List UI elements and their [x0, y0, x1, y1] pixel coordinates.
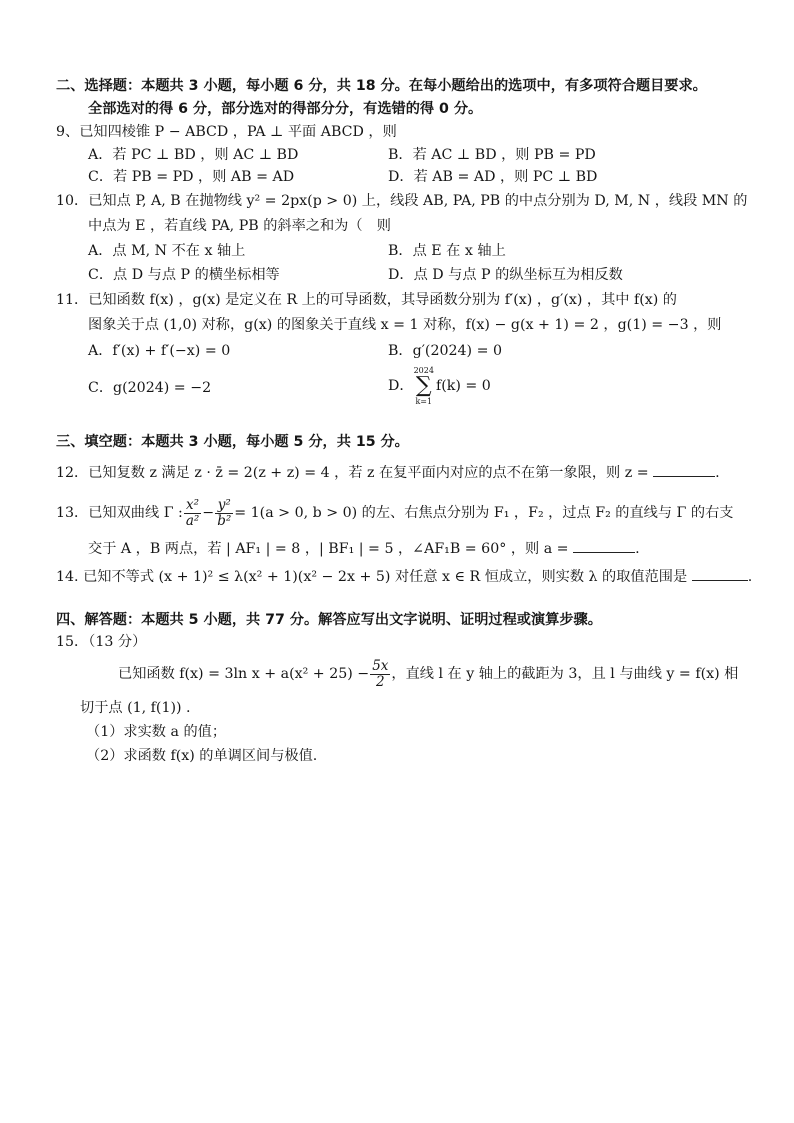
q11-option-d-label: D． — [388, 378, 414, 394]
q11-stem-line2: 图象关于点 (1,0) 对称，g(x) 的图象关于直线 x = 1 对称，f(x) − g(x + 1) = 2 ，g(1) = −3 ，则 — [88, 317, 722, 333]
q10-option-a: A．点 M, N 不在 x 轴上 — [88, 243, 246, 259]
q10-option-c: C．点 D 与点 P 的横坐标相等 — [88, 267, 280, 283]
q11-stem-line1: 11．已知函数 f(x) ，g(x) 是定义在 R 上的可导函数，其导函数分别为 f′(x) ，g′(x) ，其中 f(x) 的 — [56, 292, 677, 308]
summation-symbol — [414, 366, 434, 406]
q13-minus: − — [202, 505, 215, 521]
section-2-heading-line2: 全部选对的得 6 分，部分选对的得部分分，有选错的得 0 分。 — [88, 101, 483, 117]
q12-stem: 12．已知复数 z 满足 z · z̄ = 2(z + z) = 4 ，若 z 在复平面内对应的点不在第一象限，则 z = — [56, 465, 649, 481]
q12-end: . — [715, 465, 720, 481]
section-2-heading: 二、选择题：本题共 3 小题，每小题 6 分，共 18 分。在每小题给出的选项中，有多项符合题目要求。 — [56, 78, 707, 94]
q9-option-a: A．若 PC ⊥ BD ，则 AC ⊥ BD — [88, 147, 299, 163]
sum-upper-limit: 2024 — [413, 366, 434, 375]
q15-post: ，直线 l 在 y 轴上的截距为 3，且 l 与曲线 y = f(x) 相 — [391, 666, 739, 682]
q15-pre: 已知函数 f(x) = 3ln x + a(x² + 25) − — [118, 666, 370, 682]
q13-line1 — [56, 496, 733, 530]
q13-frac2-den: b² — [217, 512, 232, 529]
q10-stem-line2: 中点为 E ，若直线 PA, PB 的斜率之和为（ 则 — [88, 218, 391, 234]
q15-frac-den: 2 — [375, 673, 385, 690]
sum-lower-limit: k=1 — [415, 397, 433, 406]
q10-stem-line1: 10．已知点 P, A, B 在抛物线 y² = 2px(p > 0) 上，线段 AB, PA, PB 的中点分别为 D, M, N ，线段 MN 的 — [56, 193, 748, 209]
q14-stem: 14. 已知不等式 (x + 1)² ≤ λ(x² + 1)(x² − 2x + 5) 对任意 x ∈ R 恒成立，则实数 λ 的取值范围是 — [56, 569, 688, 585]
q14-answer-blank[interactable] — [692, 566, 748, 581]
q13-frac1-den: a² — [185, 512, 200, 529]
q13-line2 — [88, 538, 640, 559]
q13-answer-blank[interactable] — [573, 538, 635, 553]
q14-end: . — [747, 569, 753, 585]
q11-option-c: C．g(2024) = −2 — [88, 380, 212, 396]
q13-end: . — [635, 541, 640, 557]
q9-option-c: C．若 PB = PD ，则 AB = AD — [88, 169, 295, 185]
q12 — [56, 462, 720, 483]
q11-option-a: A．f′(x) + f′(−x) = 0 — [88, 343, 231, 359]
q13-post: = 1(a > 0, b > 0) 的左、右焦点分别为 F₁ ，F₂ ，过点 F₂ 的直线与 Γ 的右支 — [234, 505, 734, 521]
q12-answer-blank[interactable] — [653, 462, 715, 477]
q15-part1: （1）求实数 a 的值； — [86, 724, 227, 740]
sigma-glyph: ∑ — [415, 373, 432, 398]
q15-line2: 切于点 (1, f(1)) . — [80, 700, 191, 716]
section-3-heading: 三、填空题：本题共 3 小题，每小题 5 分，共 15 分。 — [56, 434, 409, 450]
q15-line1 — [118, 657, 738, 691]
q13-frac1-num: x² — [184, 498, 201, 514]
q14 — [56, 566, 752, 587]
q15-title: 15．（13 分） — [56, 634, 147, 650]
section-4-heading: 四、解答题：本题共 5 小题，共 77 分。解答应写出文字说明、证明过程或演算步骤。 — [56, 612, 602, 628]
q9-option-b: B．若 AC ⊥ BD ，则 PB = PD — [388, 147, 596, 163]
q13-pre: 13．已知双曲线 Γ : — [56, 505, 183, 521]
q13-fraction-y — [215, 498, 233, 529]
q11-option-d — [388, 366, 491, 406]
sum-expression: f(k) = 0 — [435, 378, 491, 394]
q13-fraction-x — [184, 498, 201, 529]
q15-fraction — [370, 659, 390, 690]
q9-option-d: D．若 AB = AD ，则 PC ⊥ BD — [388, 169, 598, 185]
q15-frac-num: 5x — [372, 657, 389, 674]
q9-stem: 9、已知四棱锥 P − ABCD ，PA ⊥ 平面 ABCD ，则 — [56, 124, 397, 140]
q15-part2: （2）求函数 f(x) 的单调区间与极值. — [86, 748, 318, 764]
q13-frac2-num: y² — [215, 498, 233, 514]
q10-option-b: B．点 E 在 x 轴上 — [388, 243, 506, 259]
q10-option-d: D．点 D 与点 P 的纵坐标互为相反数 — [388, 267, 623, 283]
q11-option-b: B．g′(2024) = 0 — [388, 343, 503, 359]
q13-line2-text: 交于 A ，B 两点，若 | AF₁ | = 8 ，| BF₁ | = 5 ，∠AF₁B = 60° ，则 a = — [88, 541, 569, 557]
